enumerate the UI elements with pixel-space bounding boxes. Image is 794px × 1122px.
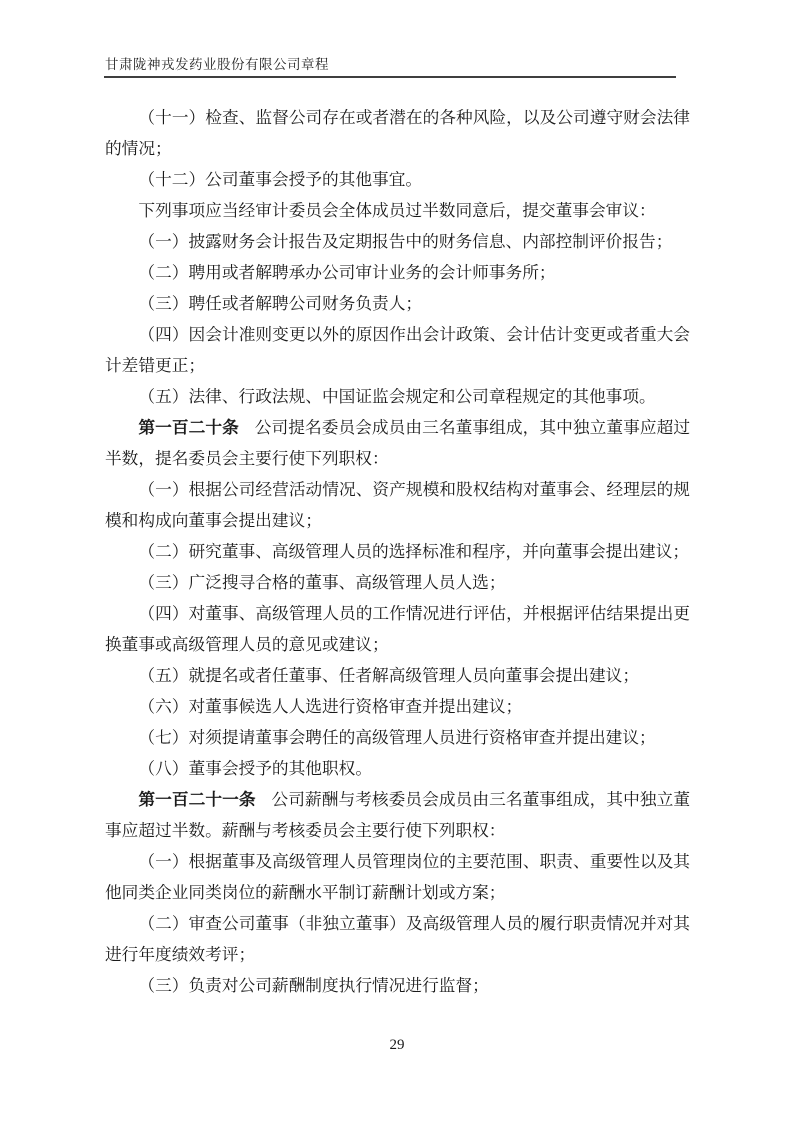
paragraph bbox=[105, 691, 690, 722]
paragraph-text: （十一）检查、监督公司存在或者潜在的各种风险，以及公司遵守财会法律的情况； bbox=[105, 108, 690, 158]
paragraph bbox=[105, 598, 690, 660]
paragraph bbox=[105, 536, 690, 567]
paragraph-text: （二）研究董事、高级管理人员的选择标准和程序，并向董事会提出建议； bbox=[138, 542, 690, 561]
paragraph-text: （四）对董事、高级管理人员的工作情况进行评估，并根据评估结果提出更换董事或高级管理人员的意见或建议； bbox=[105, 604, 690, 654]
page-number: 29 bbox=[389, 1037, 405, 1053]
paragraph bbox=[105, 908, 690, 970]
paragraph-text: （六）对董事候选人人选进行资格审查并提出建议； bbox=[138, 697, 523, 716]
paragraph bbox=[105, 164, 690, 195]
paragraph-text: （一）根据公司经营活动情况、资产规模和股权结构对董事会、经理层的规模和构成向董事会提出建议； bbox=[105, 480, 690, 530]
paragraph-text: （二）审查公司董事（非独立董事）及高级管理人员的履行职责情况并对其进行年度绩效考评； bbox=[105, 914, 690, 964]
paragraph-text: （一）披露财务会计报告及定期报告中的财务信息、内部控制评价报告； bbox=[138, 232, 673, 251]
paragraph-text: 公司提名委员会成员由三名董事组成，其中独立董事应超过半数，提名委员会主要行使下列职权： bbox=[105, 418, 691, 468]
paragraph-text: 公司薪酬与考核委员会成员由三名董事组成，其中独立董事应超过半数。薪酬与考核委员会主要行使下列职权： bbox=[105, 790, 691, 840]
paragraph bbox=[105, 288, 690, 319]
paragraph bbox=[105, 195, 690, 226]
paragraph bbox=[105, 226, 690, 257]
paragraph bbox=[105, 784, 690, 846]
paragraph bbox=[105, 381, 690, 412]
paragraph bbox=[105, 102, 690, 164]
paragraph-text: （八）董事会授予的其他职权。 bbox=[138, 759, 373, 778]
paragraph bbox=[105, 567, 690, 598]
paragraph-text: （四）因会计准则变更以外的原因作出会计政策、会计估计变更或者重大会计差错更正； bbox=[105, 325, 690, 375]
paragraph-text: （二）聘用或者解聘承办公司审计业务的会计师事务所； bbox=[138, 263, 556, 282]
paragraph-text: 下列事项应当经审计委员会全体成员过半数同意后，提交董事会审议： bbox=[138, 201, 656, 220]
paragraph-text: （三）聘任或者解聘公司财务负责人； bbox=[138, 294, 423, 313]
article-number: 第一百二十条 bbox=[138, 418, 239, 437]
article-number: 第一百二十一条 bbox=[138, 790, 256, 809]
paragraph-text: （三）负责对公司薪酬制度执行情况进行监督； bbox=[138, 976, 489, 995]
paragraph bbox=[105, 846, 690, 908]
paragraph-text: （三）广泛搜寻合格的董事、高级管理人员人选； bbox=[138, 573, 506, 592]
paragraph-text: （五）法律、行政法规、中国证监会规定和公司章程规定的其他事项。 bbox=[138, 387, 656, 406]
paragraph-text: （十二）公司董事会授予的其他事宜。 bbox=[138, 170, 423, 189]
page-header-title: 甘肃陇神戎发药业股份有限公司章程 bbox=[105, 57, 329, 72]
document-body bbox=[105, 102, 690, 1001]
paragraph bbox=[105, 257, 690, 288]
paragraph bbox=[105, 970, 690, 1001]
paragraph-text: （一）根据董事及高级管理人员管理岗位的主要范围、职责、重要性以及其他同类企业同类岗位的薪酬水平制订薪酬计划或方案； bbox=[105, 852, 690, 902]
paragraph-text: （七）对须提请董事会聘任的高级管理人员进行资格审查并提出建议； bbox=[138, 728, 656, 747]
paragraph bbox=[105, 412, 690, 474]
paragraph bbox=[105, 660, 690, 691]
paragraph bbox=[105, 722, 690, 753]
paragraph bbox=[105, 319, 690, 381]
header-divider bbox=[104, 76, 676, 78]
paragraph bbox=[105, 474, 690, 536]
paragraph bbox=[105, 753, 690, 784]
paragraph-text: （五）就提名或者任董事、任者解高级管理人员向董事会提出建议； bbox=[138, 666, 640, 685]
